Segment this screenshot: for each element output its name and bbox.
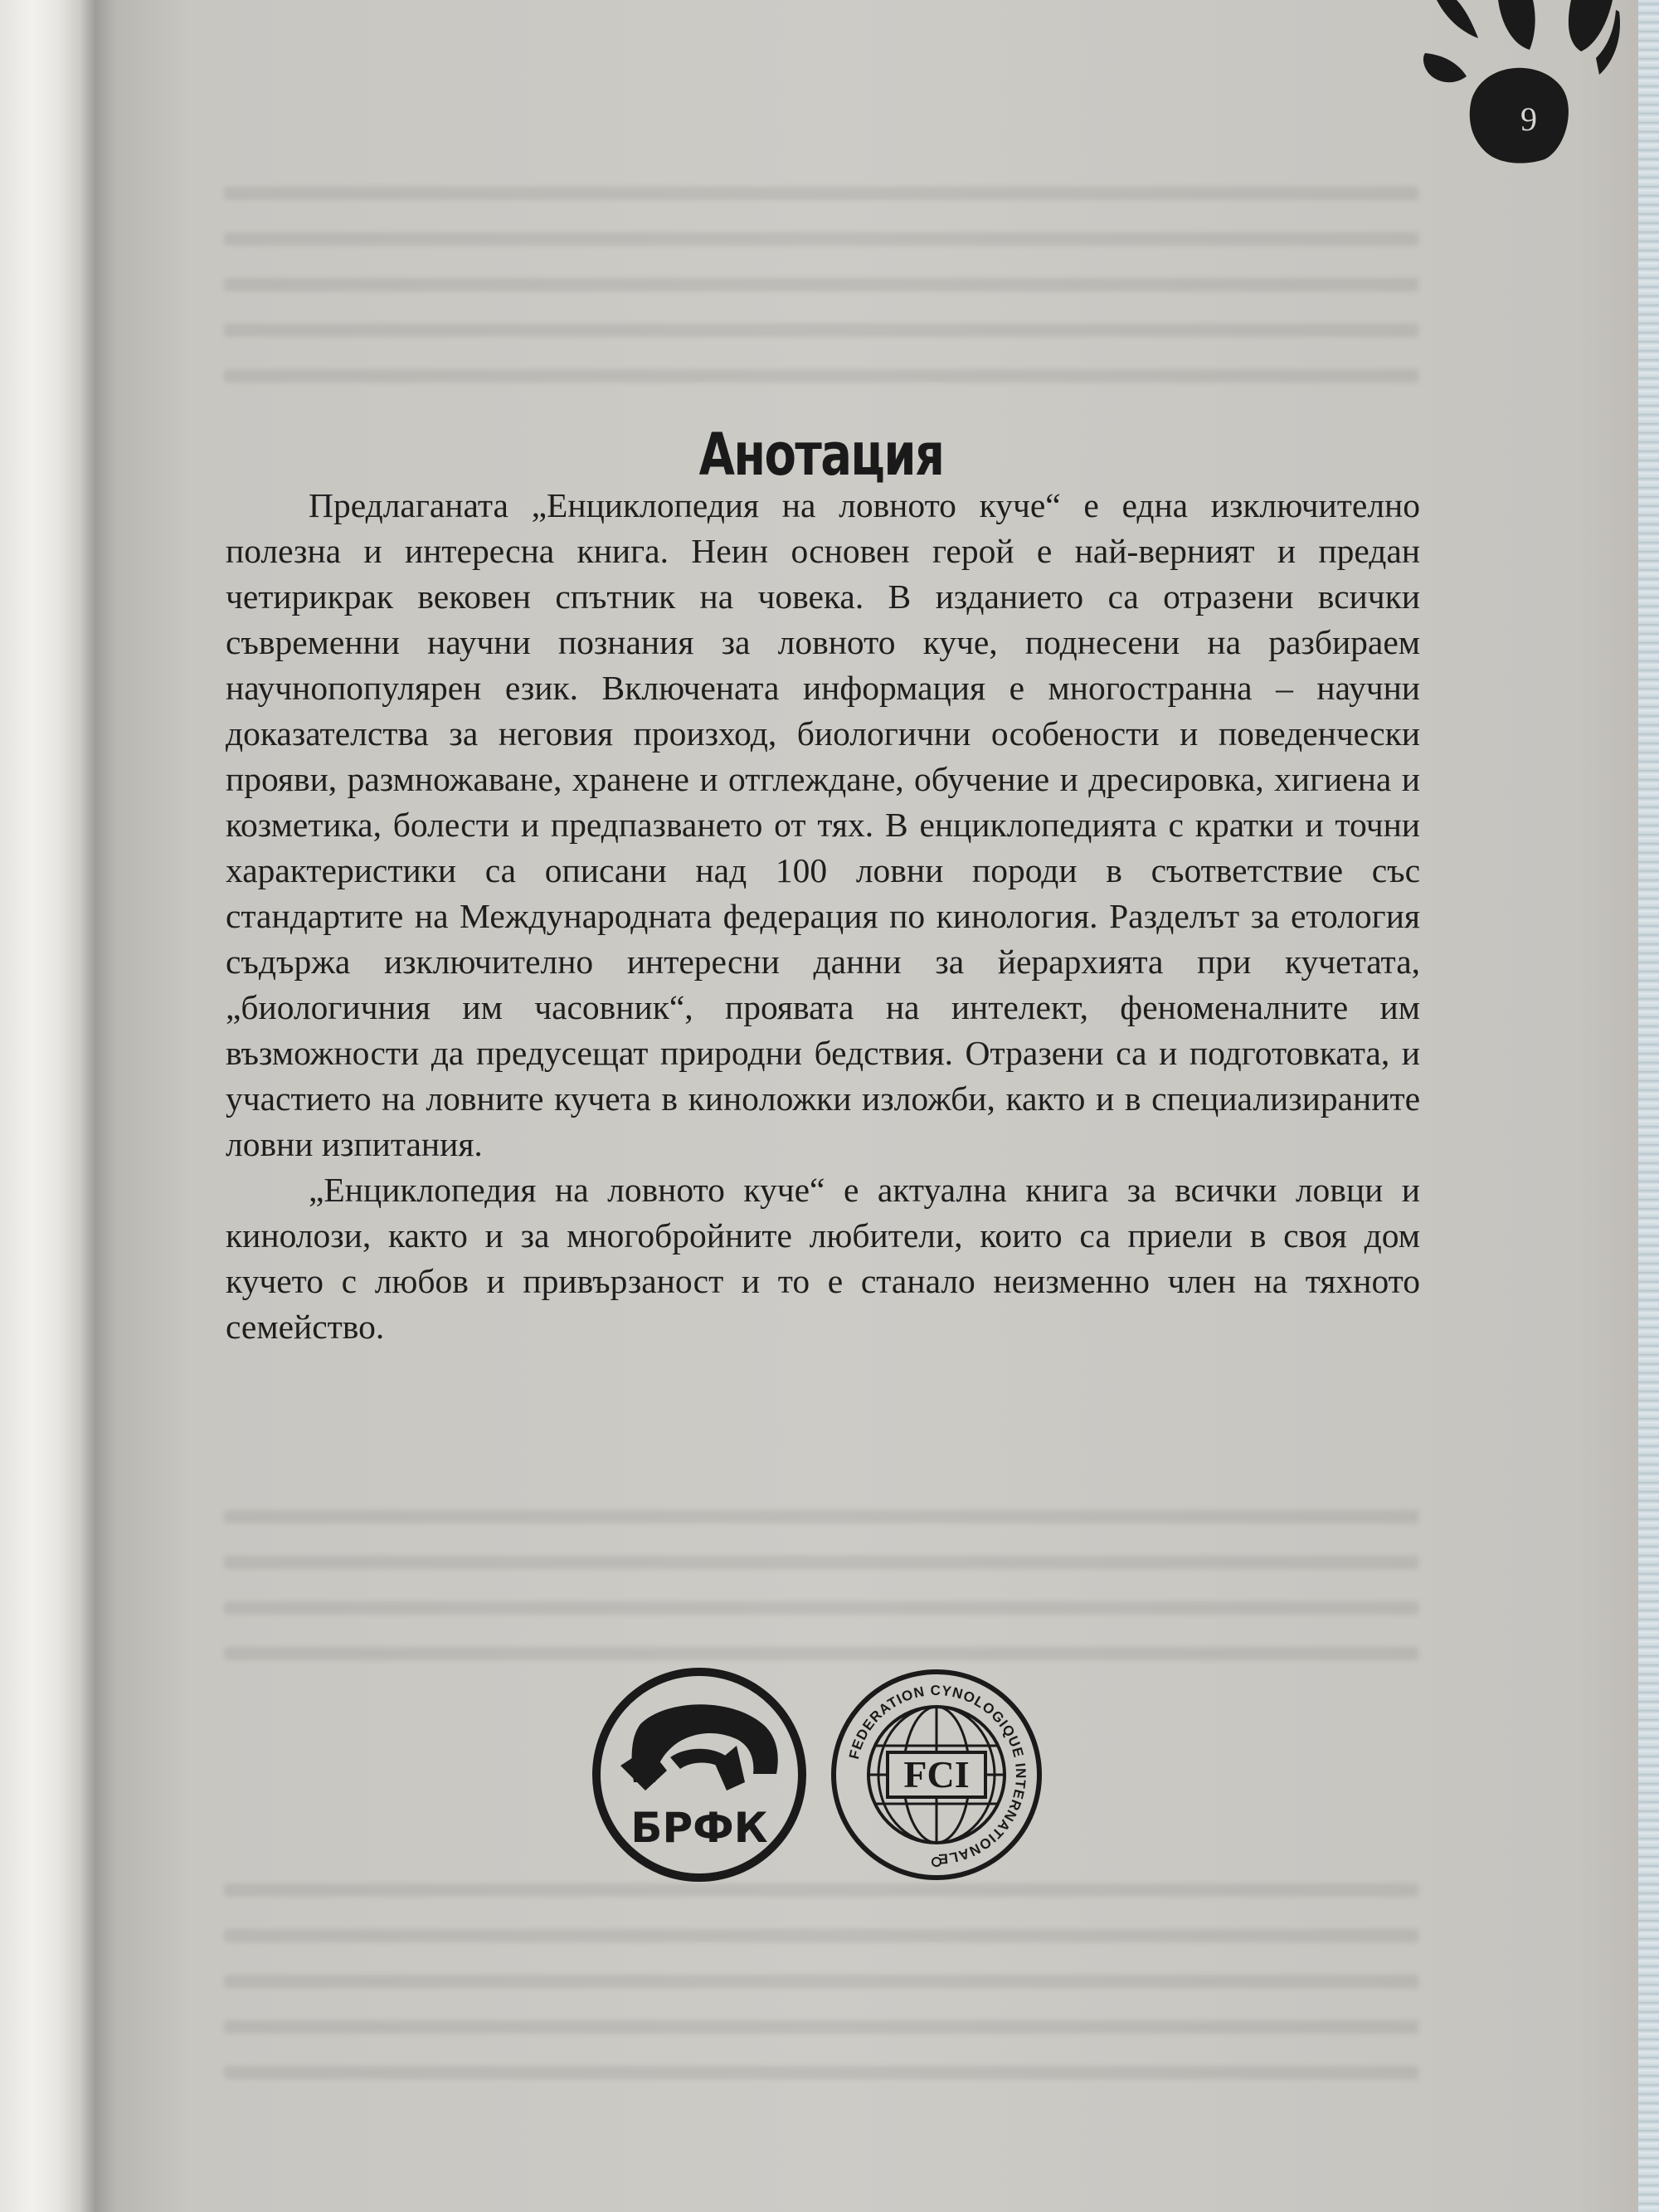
brfk-logo-text: БРФК xyxy=(630,1804,768,1852)
fci-ring-text: FEDERATION CYNOLOGIQUE INTERNATIONALE xyxy=(845,1682,1029,1868)
paragraph-2: „Енциклопедия на ловното куче“ е актуална книга за всички ловци и кинолози, както и за многобройните любители, които са приели в своя дом кучето с любов и привързаност и то е станало неизменно член на тяхното семейство. xyxy=(226,1171,1420,1346)
page-number: 9 xyxy=(1520,100,1537,138)
adjacent-page-edge xyxy=(1638,0,1659,2212)
fci-logo-text: FCI xyxy=(903,1753,970,1795)
page-heading: Анотация xyxy=(698,420,944,489)
brfk-logo xyxy=(591,1666,808,1883)
paragraph-1: Предлаганата „Енциклопедия на ловното куче“ е една изключително полезна и интересна книга. Неин основен герой е най-верният и предан четирикрак вековен спътник на човека. В изданието са отразени всички съвременни научни познания за ловното куче, поднесени на разбираем научнопопулярен език. Включената информация е многостранна – научни доказателства за неговия произход, биологични особености и поведенчески прояви, размножаване, хранене и отглеждане, обучение и дресировка, хигиена и козметика, болести и предпазването от тях. В енциклопедията с кратки и точни характеристики са описани над 100 ловни породи в съответствие със стандартите на Международната федерация по кинология. Разделът за етология съдържа изключително интересни данни за йерархията при кучетата, „биологичния им часовник“, проявата на интелект, феноменалните им възможности да предусещат природни бедствия. Отразени са и подготовката, и участието на ловните кучета в кинoложки изложби, както и в специализираните ловни изпитания. xyxy=(226,486,1420,1163)
annotation-body xyxy=(226,483,1420,1350)
logos-row xyxy=(591,1666,1039,1883)
fci-logo xyxy=(828,1666,1045,1883)
paw-print-icon xyxy=(1420,0,1636,166)
